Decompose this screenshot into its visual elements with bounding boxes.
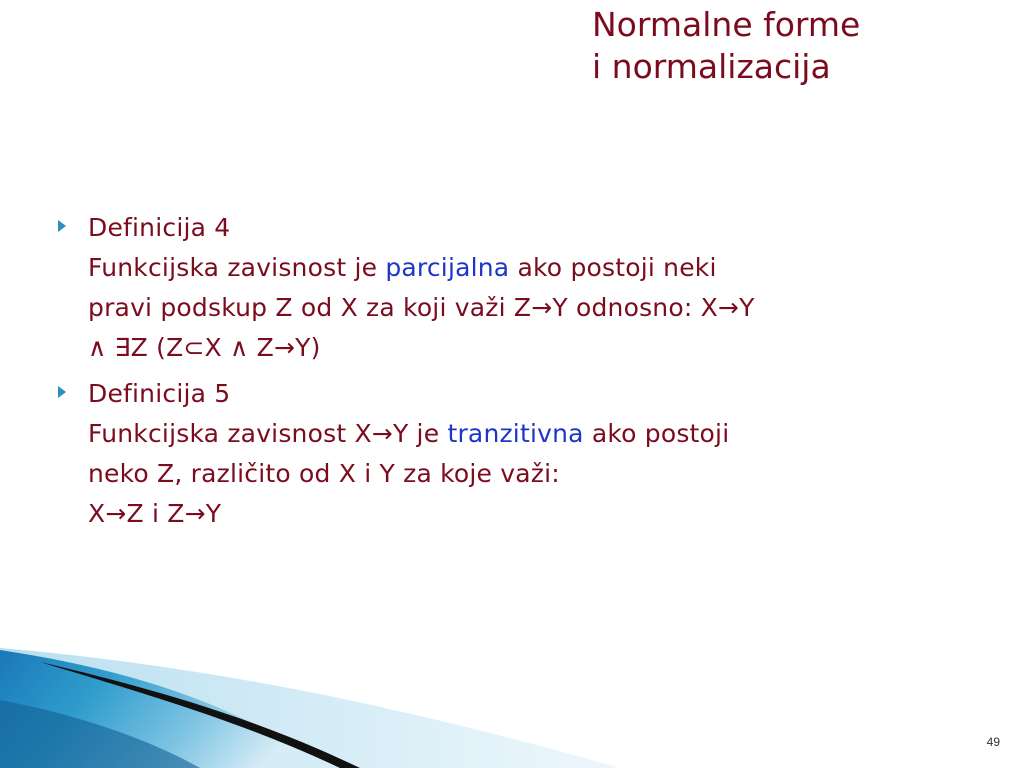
definition-4-text-before: Funkcijska zavisnost je <box>88 253 386 282</box>
slide-title <box>592 4 860 88</box>
title-line-1: Normalne forme <box>592 5 861 44</box>
definition-4-text-after: ako postoji neki <box>509 253 717 282</box>
definition-5-heading: Definicija 5 <box>88 379 231 408</box>
definition-5-item <box>58 374 998 534</box>
definition-5-line-2: neko Z, različito od X i Y za koje važi: <box>88 459 560 488</box>
definition-5-line-3: X→Z i Z→Y <box>88 499 222 528</box>
definition-5-line-1 <box>88 414 998 454</box>
slide-content <box>58 208 998 540</box>
definition-4-line-2: pravi podskup Z od X za koji važi Z→Y odnosno: X→Y <box>88 293 755 322</box>
bullet-arrow-icon <box>58 386 66 398</box>
definition-4-heading: Definicija 4 <box>88 213 231 242</box>
title-line-2: i normalizacija <box>592 47 831 86</box>
definition-4-line-1 <box>88 248 998 288</box>
definition-5-text-after: ako postoji <box>583 419 730 448</box>
definition-4-line-3: ∧ ∃Z (Z⊂X ∧ Z→Y) <box>88 333 321 362</box>
bullet-arrow-icon <box>58 220 66 232</box>
definition-4-item <box>58 208 998 368</box>
term-parcijalna: parcijalna <box>385 253 510 282</box>
definition-5-text-before: Funkcijska zavisnost X→Y je <box>88 419 448 448</box>
page-number: 49 <box>986 735 1000 749</box>
term-tranzitivna: tranzitivna <box>447 419 584 448</box>
